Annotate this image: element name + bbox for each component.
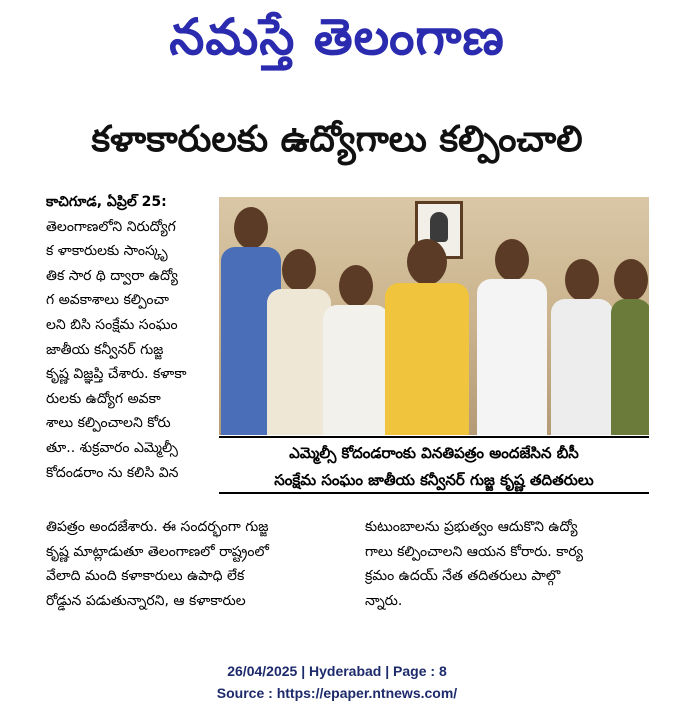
body-line: తిపత్రం అందజేశారు. ఈ సందర్భంగా గుజ్జ	[46, 519, 269, 535]
body-line: తిక సార థి ద్వారా ఉద్యో	[46, 267, 178, 284]
body-line: క ళాకారులకు సాంస్కృ	[46, 243, 168, 260]
body-line: శాలు కల్పించాలని కోరు	[46, 415, 171, 432]
body-line: లని బిసి సంక్షేమ సంఘం	[46, 316, 178, 333]
source-link[interactable]: Source : https://epaper.ntnews.com/	[216, 685, 458, 701]
body-line: క్రమం ఉదయ్ నేత తదితరులు పాల్గొ	[365, 568, 561, 585]
person-figure	[323, 265, 389, 435]
caption-line: ఎమ్మెల్సీ కోదండరాంకు వినతిపత్రం అందజేసిన బీసీ	[289, 444, 579, 462]
photo-caption	[219, 436, 649, 494]
newspaper-masthead: నమస్తే తెలంగాణ	[169, 8, 505, 66]
person-figure	[477, 239, 547, 435]
person-figure	[267, 249, 331, 435]
article-dateline: కాచిగూడ, ఏప్రిల్ 25:	[46, 194, 167, 210]
caption-line: సంక్షేమ సంఘం జాతీయ కన్వీనర్ గుజ్జ కృష్ణ తదితరులు	[274, 471, 594, 489]
body-line: రోడ్డున పడుతున్నారని, ఆ కళాకారుల	[46, 592, 246, 609]
body-line: గ అవకాశాలు కల్పించా	[46, 292, 169, 309]
body-line: కోదండరాం ను కలిసి విన	[46, 464, 179, 481]
body-line: కుటుంబాలను ప్రభుత్వం ఆదుకొని ఉద్యో	[365, 519, 578, 535]
person-figure	[385, 239, 469, 435]
body-line: జాతీయ కన్వీనర్ గుజ్జ	[46, 341, 164, 358]
body-line: తెలంగాణలోని నిరుద్యోగ	[46, 218, 176, 235]
article-left-column	[46, 190, 216, 485]
body-line: రులకు ఉద్యోగ అవకా	[46, 390, 161, 407]
page-footer	[0, 660, 674, 704]
article-headline: కళాకారులకు ఉద్యోగాలు కల్పించాలి	[91, 119, 583, 160]
article-bottom-right-column	[365, 515, 649, 613]
body-line: కృష్ణ విజ్ఞప్తి చేశారు. కళాకా	[46, 366, 187, 383]
body-line: తూ.. శుక్రవారం ఎమ్మెల్సీ	[46, 439, 178, 456]
edition-info: 26/04/2025 | Hyderabad | Page : 8	[227, 663, 447, 679]
group-photo	[219, 197, 649, 435]
body-line: వేలాది మంది కళాకారులు ఉపాధి లేక	[46, 568, 245, 585]
body-line: గాలు కల్పించాలని ఆయన కోరారు. కార్య	[365, 543, 584, 560]
person-figure	[611, 259, 649, 435]
person-figure	[551, 259, 613, 435]
body-line: న్నారు.	[365, 592, 403, 609]
body-line: కృష్ణ మాట్లాడుతూ తెలంగాణలో రాష్ట్రంలో	[46, 543, 269, 560]
article-bottom-left-column	[46, 515, 336, 613]
